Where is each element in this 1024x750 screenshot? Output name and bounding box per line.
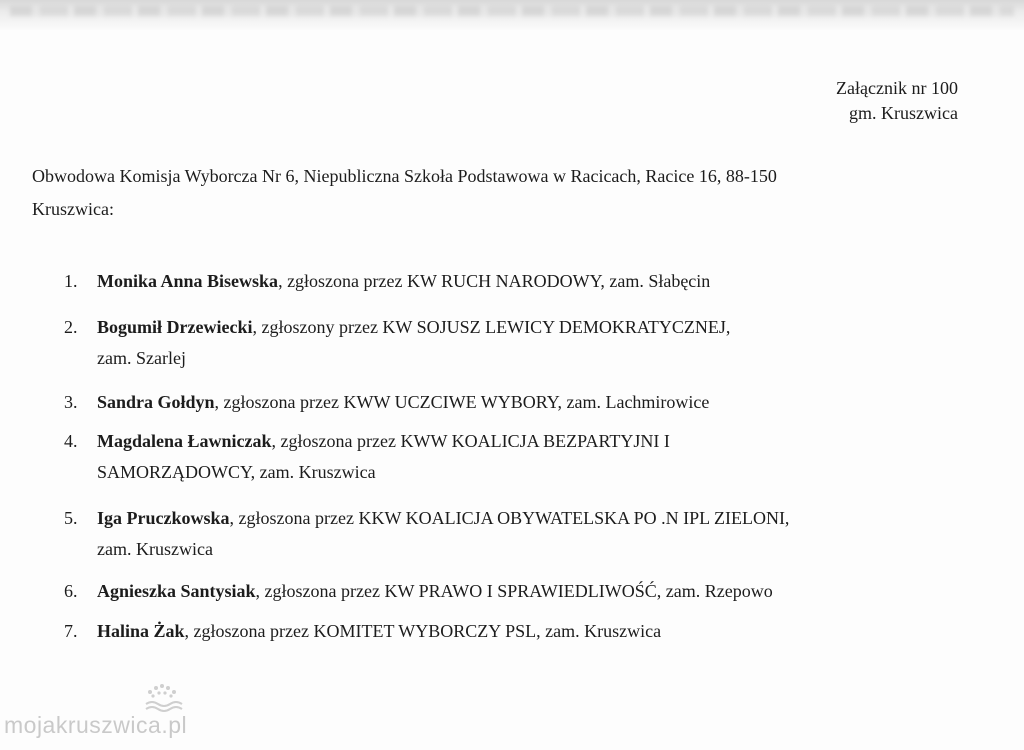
- list-number: 1.: [64, 271, 78, 291]
- member-details: , zgłoszona przez KW RUCH NARODOWY, zam. Słabęcin: [278, 271, 711, 291]
- commission-line-2: Kruszwica:: [32, 199, 114, 219]
- member-details: , zgłoszona przez KKW KOALICJA OBYWATELSKA PO .N IPL ZIELONI,: [229, 508, 790, 528]
- member-details-cont: zam. Kruszwica: [97, 539, 213, 559]
- commission-title: [32, 160, 932, 226]
- commission-line-1: Obwodowa Komisja Wyborcza Nr 6, Niepubliczna Szkoła Podstawowa w Racicach, Racice 16, 88-150: [32, 166, 777, 186]
- member-name: Iga Pruczkowska: [97, 508, 230, 528]
- list-number: 7.: [64, 621, 78, 641]
- member-details: , zgłoszona przez KWW UCZCIWE WYBORY, zam. Lachmirowice: [214, 392, 710, 412]
- member-name: Halina Żak: [97, 621, 185, 641]
- member-details: , zgłoszona przez KWW KOALICJA BEZPARTYJNI I: [271, 431, 670, 451]
- member-name: Bogumił Drzewiecki: [97, 317, 253, 337]
- annex-header: [836, 76, 958, 126]
- member-name: Agnieszka Santysiak: [97, 581, 256, 601]
- list-number: 3.: [64, 392, 78, 412]
- annex-number: Załącznik nr 100: [836, 78, 958, 98]
- member-details-cont: zam. Szarlej: [97, 348, 186, 368]
- list-number: 6.: [64, 581, 78, 601]
- member-details: , zgłoszona przez KOMITET WYBORCZY PSL, zam. Kruszwica: [184, 621, 662, 641]
- member-name: Monika Anna Bisewska: [97, 271, 279, 291]
- crown-waves-logo-icon: [142, 684, 186, 714]
- scan-top-smudge: [0, 0, 1024, 30]
- municipality: gm. Kruszwica: [849, 103, 958, 123]
- watermark-text: mojakruszwica.pl: [4, 712, 188, 738]
- list-number: 2.: [64, 317, 78, 337]
- list-number: 5.: [64, 508, 78, 528]
- member-name: Sandra Gołdyn: [97, 392, 215, 412]
- member-details-cont: SAMORZĄDOWCY, zam. Kruszwica: [97, 462, 376, 482]
- member-details: , zgłoszony przez KW SOJUSZ LEWICY DEMOKRATYCZNEJ,: [252, 317, 731, 337]
- list-number: 4.: [64, 431, 78, 451]
- member-name: Magdalena Ławniczak: [97, 431, 272, 451]
- member-details: , zgłoszona przez KW PRAWO I SPRAWIEDLIWOŚĆ, zam. Rzepowo: [255, 581, 773, 601]
